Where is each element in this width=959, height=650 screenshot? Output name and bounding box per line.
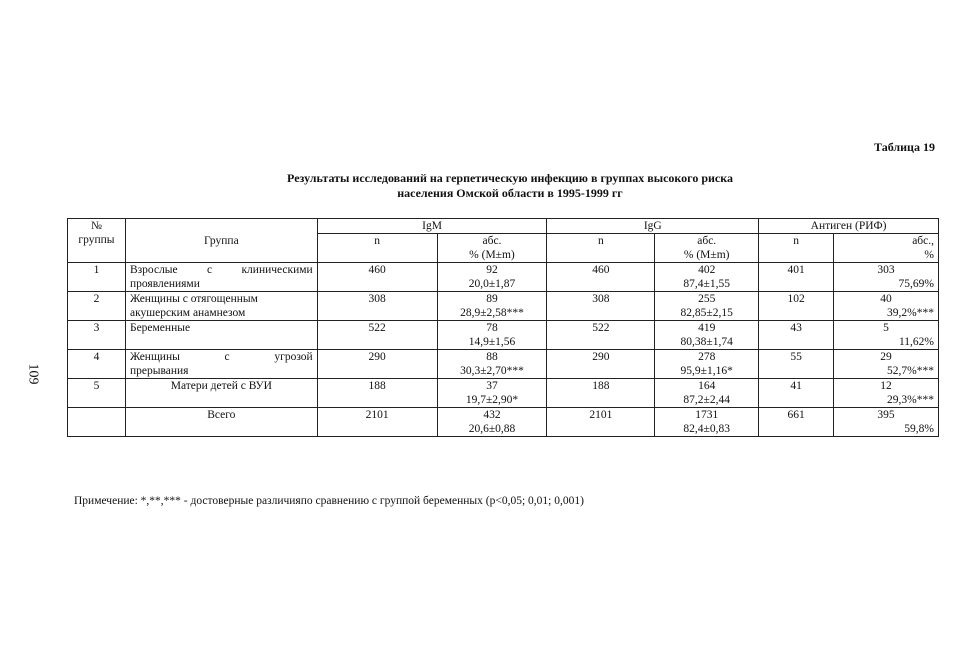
header-antigen: Антиген (РИФ) xyxy=(759,219,939,234)
igg-abs: 402 87,4±1,55 xyxy=(655,263,759,292)
igm-abs: 88 30,3±2,70*** xyxy=(437,350,547,379)
igm-n: 290 xyxy=(317,350,437,379)
row-group: Женщины с отягощенным акушерским анамнезом xyxy=(125,292,317,321)
ag-abs: 5 11,62% xyxy=(834,321,939,350)
ag-abs: 40 39,2%*** xyxy=(834,292,939,321)
header-ag-n: n xyxy=(759,234,834,263)
igm-abs: 37 19,7±2,90* xyxy=(437,379,547,408)
igg-abs: 255 82,85±2,15 xyxy=(655,292,759,321)
row-number: 3 xyxy=(68,321,126,350)
total-igm-n: 2101 xyxy=(317,408,437,437)
igm-abs: 78 14,9±1,56 xyxy=(437,321,547,350)
igg-abs: 278 95,9±1,16* xyxy=(655,350,759,379)
total-row xyxy=(68,408,939,437)
table-label: Таблица 19 xyxy=(874,140,935,154)
header-igg-n: n xyxy=(547,234,655,263)
ag-n: 43 xyxy=(759,321,834,350)
igm-n: 308 xyxy=(317,292,437,321)
ag-abs: 12 29,3%*** xyxy=(834,379,939,408)
table-row xyxy=(68,350,939,379)
total-number-empty xyxy=(68,408,126,437)
header-group-number: № группы xyxy=(68,219,126,263)
title-line-2: населения Омской области в 1995-1999 гг xyxy=(397,186,623,200)
row-number: 2 xyxy=(68,292,126,321)
header-row-1 xyxy=(68,219,939,234)
title-line-1: Результаты исследований на герпетическую инфекцию в группах высокого риска xyxy=(287,171,733,185)
total-ag-n: 661 xyxy=(759,408,834,437)
igg-abs: 164 87,2±2,44 xyxy=(655,379,759,408)
row-group: Взрослые с клиническими проявлениями xyxy=(125,263,317,292)
ag-n: 41 xyxy=(759,379,834,408)
row-group: Беременные xyxy=(125,321,317,350)
table-row xyxy=(68,379,939,408)
ag-abs: 303 75,69% xyxy=(834,263,939,292)
igg-n: 460 xyxy=(547,263,655,292)
ag-abs: 29 52,7%*** xyxy=(834,350,939,379)
header-igm: IgM xyxy=(317,219,547,234)
igm-n: 188 xyxy=(317,379,437,408)
igg-n: 308 xyxy=(547,292,655,321)
total-igg-n: 2101 xyxy=(547,408,655,437)
results-table xyxy=(67,218,939,437)
total-igm-abs: 432 20,6±0,88 xyxy=(437,408,547,437)
igm-abs: 89 28,9±2,58*** xyxy=(437,292,547,321)
header-igg-abs: абс. % (М±m) xyxy=(655,234,759,263)
row-number: 4 xyxy=(68,350,126,379)
igg-n: 188 xyxy=(547,379,655,408)
header-group: Группа xyxy=(125,219,317,263)
row-group: Матери детей с ВУИ xyxy=(125,379,317,408)
table-row xyxy=(68,292,939,321)
igg-abs: 419 80,38±1,74 xyxy=(655,321,759,350)
page-number: 109 xyxy=(25,363,41,385)
table-row xyxy=(68,263,939,292)
igm-abs: 92 20,0±1,87 xyxy=(437,263,547,292)
row-group: Женщины с угрозой прерывания xyxy=(125,350,317,379)
header-igg: IgG xyxy=(547,219,759,234)
igg-n: 290 xyxy=(547,350,655,379)
ag-n: 102 xyxy=(759,292,834,321)
header-igm-n: n xyxy=(317,234,437,263)
total-label: Всего xyxy=(125,408,317,437)
row-number: 1 xyxy=(68,263,126,292)
table-note: Примечение: *,**,*** - достоверные различияпо сравнению с группой беременных (р<0,05; 0,01; 0,001) xyxy=(74,495,584,507)
total-igg-abs: 1731 82,4±0,83 xyxy=(655,408,759,437)
total-ag-abs: 395 59,8% xyxy=(834,408,939,437)
igm-n: 460 xyxy=(317,263,437,292)
ag-n: 401 xyxy=(759,263,834,292)
table-row xyxy=(68,321,939,350)
header-ag-abs: абс., % xyxy=(834,234,939,263)
row-number: 5 xyxy=(68,379,126,408)
table-title xyxy=(200,171,820,201)
igm-n: 522 xyxy=(317,321,437,350)
igg-n: 522 xyxy=(547,321,655,350)
header-igm-abs: абс. % (М±m) xyxy=(437,234,547,263)
ag-n: 55 xyxy=(759,350,834,379)
